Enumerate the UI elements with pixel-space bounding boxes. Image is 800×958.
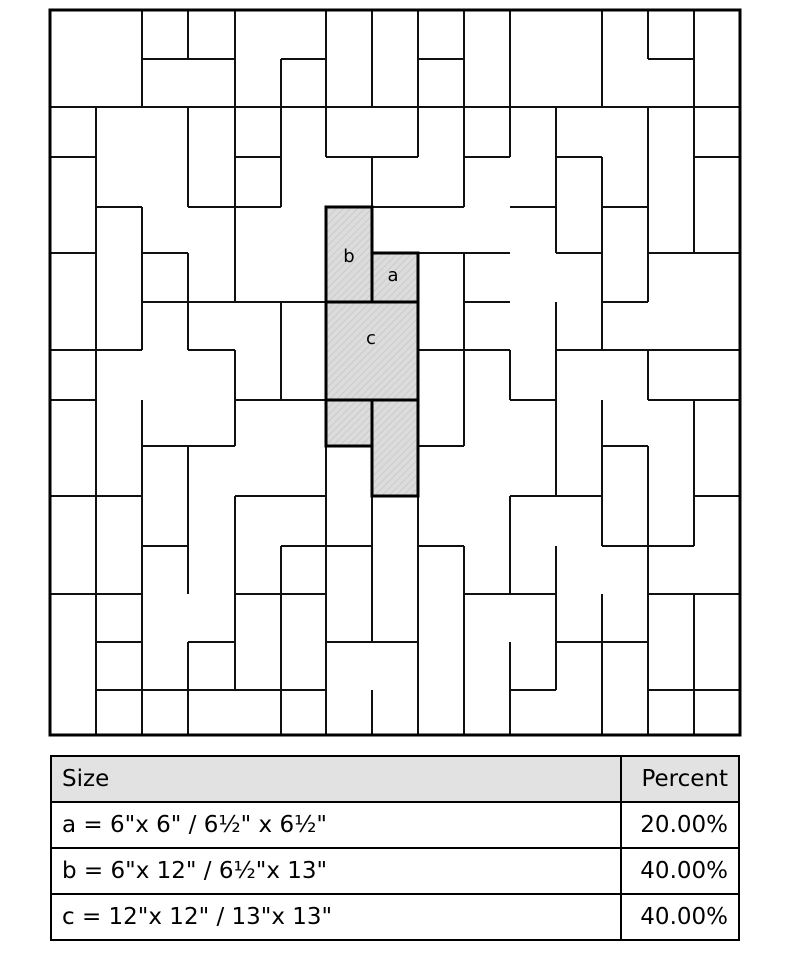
- tile-size-table: [50, 755, 740, 941]
- tile-c-label: c: [366, 328, 376, 349]
- table-row: [51, 894, 739, 940]
- percent-cell: 40.00%: [621, 894, 739, 940]
- size-cell: c = 12"x 12" / 13"x 13": [51, 894, 621, 940]
- table-row: [51, 848, 739, 894]
- size-cell: a = 6"x 6" / 6½" x 6½": [51, 802, 621, 848]
- size-column-header: Size: [51, 756, 621, 802]
- tile-a-label: a: [387, 265, 399, 286]
- percent-column-header: Percent: [621, 756, 739, 802]
- tile-b-lower: [372, 400, 418, 496]
- size-cell: b = 6"x 12" / 6½"x 13": [51, 848, 621, 894]
- tile-a-lower: [326, 400, 372, 446]
- tile-b-label: b: [343, 246, 355, 267]
- percent-cell: 40.00%: [621, 848, 739, 894]
- percent-cell: 20.00%: [621, 802, 739, 848]
- table-header-row: [51, 756, 739, 802]
- table-row: [51, 802, 739, 848]
- tile-c: [326, 302, 418, 400]
